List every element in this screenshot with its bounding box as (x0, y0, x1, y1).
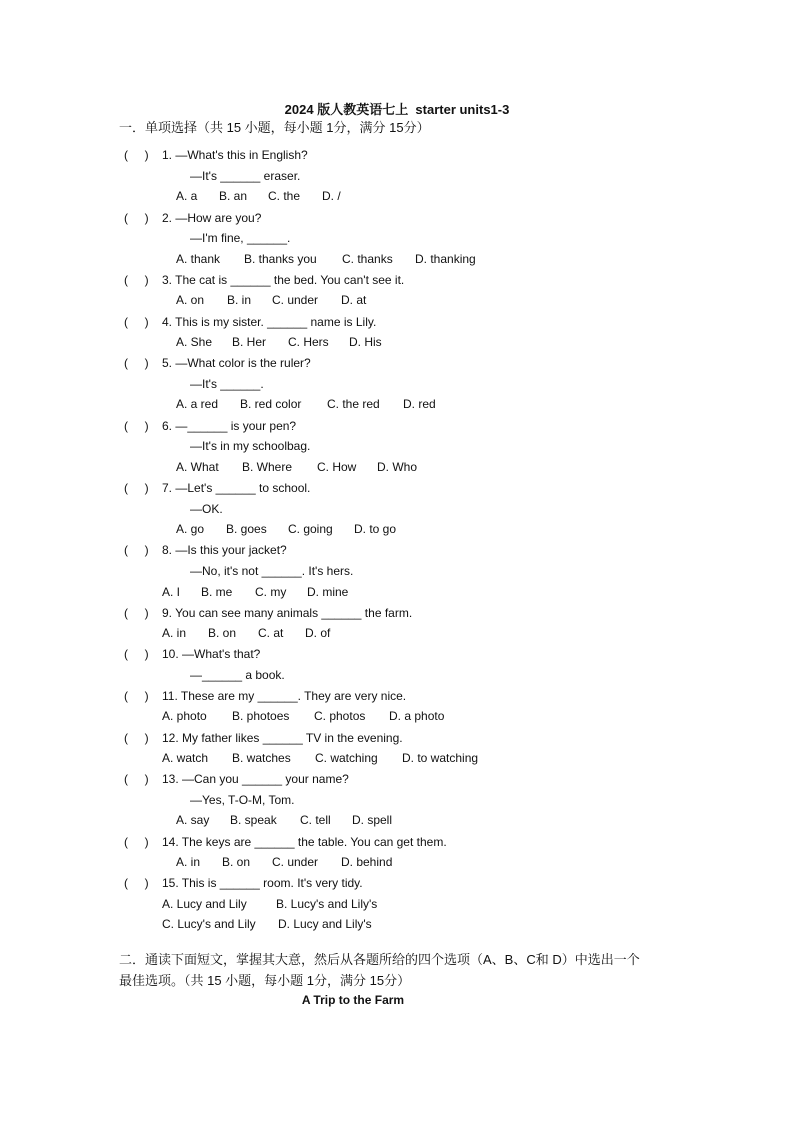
answer-option[interactable]: D. thanking (415, 252, 476, 266)
answer-option[interactable]: D. mine (307, 585, 349, 599)
worksheet-title: 2024 版人教英语七上 starter units1-3 (284, 102, 510, 117)
answer-blank[interactable]: ( ) (124, 481, 149, 495)
answer-option[interactable]: D. Who (377, 460, 418, 474)
question-response-line: —It's in my schoolbag. (190, 439, 311, 453)
answer-option[interactable]: C. tell (300, 813, 331, 827)
question-stem: 4. This is my sister. ______ name is Lily. (162, 315, 377, 329)
question-stem: 7. —Let's ______ to school. (162, 481, 311, 495)
question-stem: 8. —Is this your jacket? (162, 543, 287, 557)
section2-heading-line2: 最佳选项。（共 15 小题，每小题 1分，满分 15分） (119, 973, 411, 988)
answer-option[interactable]: B. an (219, 189, 248, 203)
answer-blank[interactable]: ( ) (124, 211, 149, 225)
answer-blank[interactable]: ( ) (124, 543, 149, 557)
answer-option[interactable]: C. photos (314, 709, 366, 723)
answer-option[interactable]: C. thanks (342, 252, 393, 266)
answer-option[interactable]: C. Lucy's and Lily (162, 917, 256, 931)
question-stem: 13. —Can you ______ your name? (162, 772, 349, 786)
answer-option[interactable]: C. Hers (288, 335, 329, 349)
answer-blank[interactable]: ( ) (124, 835, 149, 849)
answer-option[interactable]: A. a (176, 189, 198, 203)
answer-option[interactable]: A. What (176, 460, 219, 474)
question-stem: 15. This is ______ room. It's very tidy. (162, 876, 363, 890)
answer-option[interactable]: B. Lucy's and Lily's (276, 897, 378, 911)
answer-option[interactable]: B. speak (230, 813, 277, 827)
answer-blank[interactable]: ( ) (124, 148, 149, 162)
answer-option[interactable]: C. under (272, 293, 319, 307)
question-stem: 5. —What color is the ruler? (162, 356, 311, 370)
question-response-line: —It's ______. (190, 377, 264, 391)
answer-option[interactable]: B. photoes (232, 709, 290, 723)
answer-option[interactable]: C. the red (327, 397, 380, 411)
question-stem: 12. My father likes ______ TV in the evening. (162, 731, 403, 745)
answer-option[interactable]: D. red (403, 397, 436, 411)
answer-option[interactable]: C. under (272, 855, 319, 869)
answer-option[interactable]: A. say (176, 813, 210, 827)
answer-option[interactable]: A. thank (176, 252, 221, 266)
answer-blank[interactable]: ( ) (124, 356, 149, 370)
passage-title: A Trip to the Farm (301, 993, 405, 1007)
question-response-line: —I'm fine, ______. (190, 231, 291, 245)
answer-option[interactable]: A. on (176, 293, 205, 307)
answer-blank[interactable]: ( ) (124, 772, 149, 786)
answer-option[interactable]: B. on (222, 855, 251, 869)
answer-option[interactable]: D. Lucy and Lily's (278, 917, 372, 931)
answer-blank[interactable]: ( ) (124, 606, 149, 620)
answer-option[interactable]: B. red color (240, 397, 302, 411)
question-response-line: —OK. (190, 502, 223, 516)
answer-option[interactable]: D. at (341, 293, 367, 307)
answer-option[interactable]: A. She (176, 335, 213, 349)
question-stem: 3. The cat is ______ the bed. You can't see it. (162, 273, 405, 287)
question-response-line: —______ a book. (190, 668, 285, 682)
answer-option[interactable]: B. on (208, 626, 237, 640)
answer-option[interactable]: C. going (288, 522, 333, 536)
answer-option[interactable]: C. watching (315, 751, 378, 765)
answer-option[interactable]: C. How (317, 460, 357, 474)
answer-option[interactable]: D. to go (354, 522, 397, 536)
answer-option[interactable]: D. a photo (389, 709, 445, 723)
answer-option[interactable]: B. watches (232, 751, 291, 765)
answer-blank[interactable]: ( ) (124, 419, 149, 433)
answer-blank[interactable]: ( ) (124, 689, 149, 703)
answer-blank[interactable]: ( ) (124, 273, 149, 287)
answer-option[interactable]: D. to watching (402, 751, 479, 765)
answer-option[interactable]: A. go (176, 522, 205, 536)
question-stem: 1. —What's this in English? (162, 148, 308, 162)
answer-option[interactable]: B. me (201, 585, 233, 599)
answer-option[interactable]: A. watch (162, 751, 209, 765)
answer-option[interactable]: A. a red (176, 397, 219, 411)
answer-blank[interactable]: ( ) (124, 876, 149, 890)
answer-option[interactable]: B. Her (232, 335, 267, 349)
answer-option[interactable]: C. the (268, 189, 301, 203)
question-stem: 14. The keys are ______ the table. You can get them. (162, 835, 447, 849)
answer-option[interactable]: C. at (258, 626, 284, 640)
question-response-line: —No, it's not ______. It's hers. (190, 564, 354, 578)
question-response-line: —It's ______ eraser. (190, 169, 301, 183)
section1-heading: 一．单项选择（共 15 小题，每小题 1分，满分 15分） (119, 120, 430, 135)
answer-option[interactable]: C. my (255, 585, 287, 599)
section2-heading-line1: 二．通读下面短文，掌握其大意，然后从各题所给的四个选项（A、B、C和 D）中选出一个 (119, 952, 640, 967)
answer-option[interactable]: D. behind (341, 855, 393, 869)
question-stem: 10. —What's that? (162, 647, 261, 661)
answer-option[interactable]: A. I (162, 585, 181, 599)
answer-blank[interactable]: ( ) (124, 731, 149, 745)
answer-option[interactable]: D. spell (352, 813, 393, 827)
question-stem: 2. —How are you? (162, 211, 262, 225)
answer-option[interactable]: D. His (349, 335, 382, 349)
answer-option[interactable]: A. photo (162, 709, 207, 723)
answer-option[interactable]: B. thanks you (244, 252, 317, 266)
answer-option[interactable]: D. / (322, 189, 341, 203)
answer-option[interactable]: B. goes (226, 522, 267, 536)
answer-option[interactable]: B. in (227, 293, 252, 307)
question-stem: 9. You can see many animals ______ the farm. (162, 606, 413, 620)
answer-option[interactable]: B. Where (242, 460, 293, 474)
answer-option[interactable]: D. of (305, 626, 331, 640)
question-response-line: —Yes, T-O-M, Tom. (190, 793, 295, 807)
question-stem: 11. These are my ______. They are very nice. (162, 689, 407, 703)
question-stem: 6. —______ is your pen? (162, 419, 297, 433)
answer-option[interactable]: A. in (162, 626, 187, 640)
answer-blank[interactable]: ( ) (124, 315, 149, 329)
answer-option[interactable]: A. in (176, 855, 201, 869)
answer-blank[interactable]: ( ) (124, 647, 149, 661)
answer-option[interactable]: A. Lucy and Lily (162, 897, 247, 911)
